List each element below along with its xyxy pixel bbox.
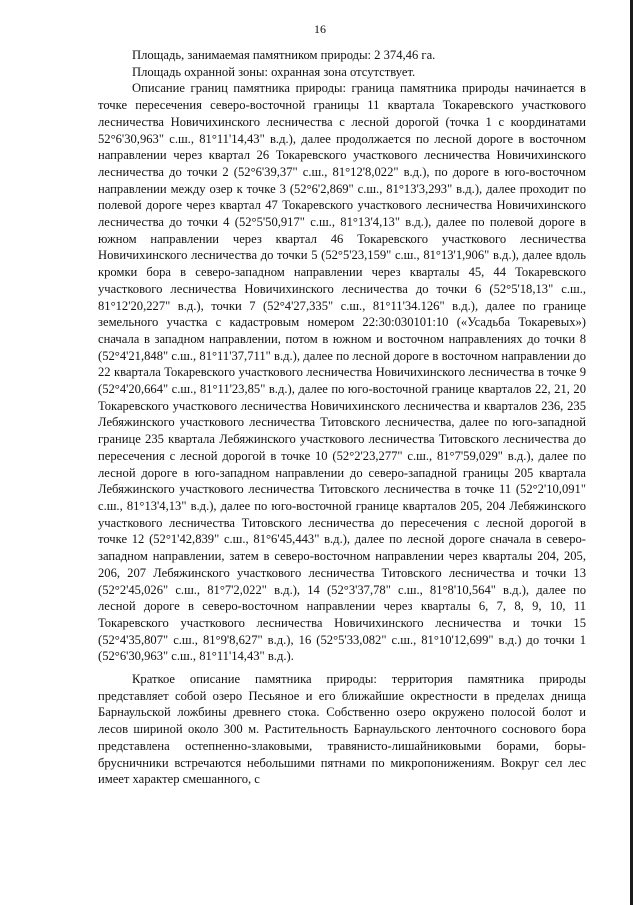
buffer-zone-paragraph: Площадь охранной зоны: охранная зона отсутствует.	[132, 64, 416, 79]
boundary-description-paragraph: Описание границ памятника природы: граница памятника природы начинается в точке пересечения северо-восточной границы 11 квартала Токаревского участкового лесничества Новичихинского лесничества с лесной дорогой (точка 1 с координатами 52°6'30,963" с.ш., 81°11'14,43" в.д.), далее продолжается по лесной дороге в восточном направлении через квартал 26 Токаревского участкового лесничества Новичихинского лесничества до точки 2 (52°6'39,37" с.ш., 81°12'8,022" в.д.), по дороге в юго-восточном направлении между озер к точке 3 (52°6'2,869" с.ш., 81°13'3,293" в.д.), далее проходит по полевой дороге через квартал 47 Токаревского участкового лесничества Новичихинского лесничества до точки 4 (52°5'50,917" с.ш., 81°13'4,13" в.д.), далее по полевой дороге в южном направлении через квартал 46 Токаревского участкового лесничества Новичихинского лесничества до точки 5 (52°5'23,159" с.ш., 81°13'1,906" в.д.), далее вдоль кромки бора в северо-западном направлении через кварталы 45, 44 Токаревского участкового лесничества Новичихинского лесничества до точки 6 (52°5'18,13" с.ш., 81°12'20,227" в.д.), точки 7 (52°4'27,335" с.ш., 81°11'34.126" в.д.), далее по границе земельного участка с кадастровым номером 22:30:030101:10 («Усадьба Токаревых») сначала в западном направлении, потом в южном и восточном направлениях до точки 8 (52°4'21,848" с.ш., 81°11'37,711" в.д.), далее по лесной дороге в восточном направлении до 22 квартала Токаревского участкового лесничества Новичихинского лесничества в точке 9 (52°4'20,664" с.ш., 81°11'23,85" в.д.), далее по юго-восточной границе кварталов 22, 21, 20 Токаревского участкового лесничества Новичихинского лесничества и кварталов 236, 235 Лебяжинского участкового лесничества Титовского лесничества, далее по юго-западной границе 235 квартала Лебяжинского участкового лесничества Титовского лесничества до пересечения с лесной дорогой в точке 10 (52°2'23,277" с.ш., 81°7'59,029" в.д.), далее по лесной дороге в юго-западном направлении до северо-западной границы 205 квартала Лебяжинского участкового лесничества Титовского лесничества в точке 11 (52°2'10,091" с.ш., 81°13'4,13" в.д.), далее по юго-восточной границе кварталов 205, 204 Лебяжинского участкового лесничества Титовского лесничества до пересечения с лесной дорогой в точке 12 (52°1'42,839" с.ш., 81°6'45,443" в.д.), далее по лесной дороге сначала в северо-западном направлении, затем в северо-восточном направлении через кварталы 204, 205, 206, 207 Лебяжинского участкового лесничества Титовского лесничества и точки 13 (52°2'45,026" с.ш., 81°7'2,022" в.д.), 14 (52°3'37,78" с.ш., 81°8'10,564" в.д.), далее по лесной дороге в северо-восточном направлении через кварталы 6, 7, 8, 9, 10, 11 Токаревского участкового лесничества Новичихинского лесничества и точки 15 (52°4'35,807" с.ш., 81°9'8,627" в.д.), 16 (52°5'33,082" с.ш., 81°10'12,699" в.д.) до точки 1 (52°6'30,963" с.ш., 81°11'14,43" в.д.).	[98, 81, 586, 664]
document-body	[98, 47, 586, 788]
page-number: 16	[314, 22, 326, 36]
area-paragraph: Площадь, занимаемая памятником природы: 2 374,46 га.	[132, 48, 436, 62]
short-description-paragraph: Краткое описание памятника природы: территория памятника природы представляет собой озеро Песьяное и его ближайшие окрестности в пределах днища Барнаульской ложбины древнего стока. Собственно озеро окружено полосой болот и лесов шириной около 300 м. Растительность Барнаульского ленточного соснового бора представлена остепненно-злаковыми, травянисто-лишайниковыми борами, боры-брусничники встречаются небольшими пятнами по микропонижениям. Вокруг сел лес имеет характер смешанного, с	[98, 672, 586, 787]
scan-edge-line	[630, 0, 633, 905]
